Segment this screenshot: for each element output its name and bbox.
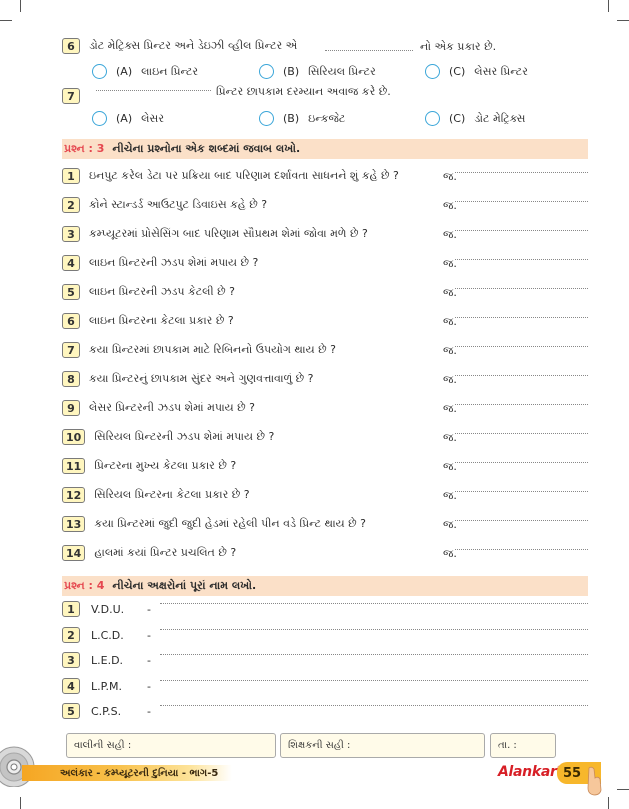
question-row [62,168,399,184]
abbreviation-row [62,601,151,617]
question-text: પ્રિન્ટરના મુખ્ય કેટલા પ્રકાર છે ? [94,459,237,472]
question-number: 9 [62,400,80,416]
answer-prefix: જ. [443,489,457,502]
question-text: લાઇન પ્રિન્ટરની ઝડપ કેટલી છે ? [89,285,235,298]
question-number: 3 [62,226,80,242]
answer-prefix: જ. [443,199,457,212]
dash: - [147,679,151,693]
answer-prefix: જ. [443,547,457,560]
abbreviation-row [62,627,151,643]
radio-circle-icon[interactable] [92,111,107,126]
brand-logo: Alankar [498,764,563,780]
answer-prefix: જ. [443,228,457,241]
question-number: 14 [62,545,85,561]
option-c[interactable]: (C) લેસર પ્રિન્ટર [425,64,528,79]
question-text: લેસર પ્રિન્ટરની ઝડપ શેમાં મપાય છે ? [89,401,256,414]
answer-prefix: જ. [443,460,457,473]
crop-mark [0,20,12,21]
question-text: ઇનપુટ કરેલ ડેટા પર પ્રક્રિયા બાદ પરિણામ દર્શાવતા સાધનને શું કહે છે ? [89,169,399,182]
dash: - [147,704,151,718]
answer-line[interactable] [455,172,588,173]
question-number: 1 [62,168,80,184]
question-number: 2 [62,197,80,213]
question-text: પ્રિન્ટર છાપકામ દરમ્યાન અવાજ કરે છે. [216,85,391,98]
question-text-end: નો એક પ્રકાર છે. [420,40,497,53]
section-title: નીચેના અક્ષરોનાં પૂરાં નામ લખો. [112,579,257,592]
abbreviation: L.E.D. [91,653,124,667]
answer-line[interactable] [455,520,588,521]
crop-mark [20,797,21,809]
question-number: 6 [62,38,80,54]
section-4-header [62,576,588,596]
radio-circle-icon[interactable] [259,111,274,126]
option-c[interactable]: (C) ડોટ મેટ્રિક્સ [425,111,525,126]
question-number: 11 [62,458,85,474]
abbreviation: L.P.M. [91,679,123,693]
abbreviation: V.D.U. [91,602,125,616]
answer-line[interactable] [455,317,588,318]
question-text: કયા પ્રિન્ટરમાં છાપકામ માટે રિબિનનો ઉપયોગ થાય છે ? [89,343,336,356]
answer-prefix: જ. [443,286,457,299]
radio-circle-icon[interactable] [92,64,107,79]
answer-line[interactable] [455,288,588,289]
answer-prefix: જ. [443,315,457,328]
answer-line[interactable] [455,201,588,202]
pointing-hand-icon [586,766,604,796]
question-number: 10 [62,429,85,445]
section-label: પ્રશ્ન : 4 [64,579,105,592]
answer-prefix: જ. [443,518,457,531]
abbreviation-row [62,678,151,694]
answer-line[interactable] [455,491,588,492]
answer-line[interactable] [455,549,588,550]
abbreviation-row [62,652,151,668]
dash: - [147,628,151,642]
question-row [62,284,235,300]
question-row [62,313,234,329]
item-number: 1 [62,601,80,617]
radio-circle-icon[interactable] [259,64,274,79]
dash: - [147,602,151,616]
crop-mark [617,789,629,790]
question-text: કયા પ્રિન્ટરનું છાપકામ સુંદર અને ગુણવત્તાવાળું છે ? [89,372,314,385]
question-row [62,255,258,271]
fill-blank-line[interactable] [96,90,211,91]
answer-line[interactable] [455,346,588,347]
question-text: લાઇન પ્રિન્ટરના કેટલા પ્રકાર છે ? [89,314,234,327]
footer-book-title: અલંકાર - કમ્પ્યૂટરની દુનિયા - ભાગ-5 [22,765,232,781]
radio-circle-icon[interactable] [425,111,440,126]
option-b[interactable]: (B) સિરિયલ પ્રિન્ટર [259,64,376,79]
section-title: નીચેના પ્રશ્નોના એક શબ્દમાં જવાબ લખો. [112,142,301,155]
answer-prefix: જ. [443,373,457,386]
question-row [62,371,314,387]
answer-prefix: જ. [443,344,457,357]
question-row [62,400,255,416]
full-form-line[interactable] [160,603,588,604]
item-number: 4 [62,678,80,694]
answer-line[interactable] [455,433,588,434]
question-text: હાલમાં કયાં પ્રિન્ટર પ્રચલિત છે ? [94,546,237,559]
abbreviation: L.C.D. [91,628,124,642]
option-a[interactable]: (A) લેસર [92,111,164,126]
question-number: 13 [62,516,85,532]
answer-line[interactable] [455,375,588,376]
radio-circle-icon[interactable] [425,64,440,79]
parent-signature-box[interactable]: વાલીની સહી : [66,733,276,758]
question-row [62,197,267,213]
question-row [62,516,366,532]
question-text: કોને સ્ટાન્ડર્ડ આઉટપુટ ડિવાઇસ કહે છે ? [89,198,268,211]
abbreviation: C.P.S. [91,704,122,718]
answer-line[interactable] [455,404,588,405]
crop-mark [608,0,609,12]
question-text: લાઇન પ્રિન્ટરની ઝડપ શેમાં મપાય છે ? [89,256,259,269]
teacher-signature-box[interactable]: શિક્ષકની સહી : [280,733,485,758]
answer-line[interactable] [455,259,588,260]
question-row [62,458,236,474]
question-text: સિરિયલ પ્રિન્ટરની ઝડપ શેમાં મપાય છે ? [94,430,275,443]
crop-mark [20,0,21,12]
crop-mark [617,20,629,21]
crop-mark [608,797,609,809]
question-number: 7 [62,88,80,104]
item-number: 5 [62,703,80,719]
page-number-badge: 55 [557,762,601,784]
abbreviation-row [62,703,151,719]
question-number: 6 [62,313,80,329]
mcq-question-7 [62,88,80,104]
question-number: 7 [62,342,80,358]
answer-prefix: જ. [443,402,457,415]
full-form-line[interactable] [160,629,588,630]
dash: - [147,653,151,667]
question-text: ડોટ મેટ્રિક્સ પ્રિન્ટર અને ડેઇઝી વ્હીલ પ્રિન્ટર એ [89,39,298,52]
item-number: 3 [62,652,80,668]
section-label: પ્રશ્ન : 3 [64,142,105,155]
fill-blank-line[interactable] [325,50,413,51]
question-text: કમ્પ્યૂટરમાં પ્રોસેસિંગ બાદ પરિણામ સૌપ્રથમ શેમાં જોવા મળે છે ? [89,227,368,240]
question-row [62,429,274,445]
question-number: 8 [62,371,80,387]
question-row [62,487,250,503]
answer-line[interactable] [455,230,588,231]
item-number: 2 [62,627,80,643]
option-a[interactable]: (A) લાઇન પ્રિન્ટર [92,64,198,79]
question-text: સિરિયલ પ્રિન્ટરના કેટલા પ્રકાર છે ? [94,488,250,501]
date-box[interactable]: તા. : [490,733,556,758]
question-row [62,342,336,358]
full-form-line[interactable] [160,680,588,681]
question-number: 12 [62,487,85,503]
question-row [62,226,368,242]
question-text: કયા પ્રિન્ટરમાં જુદી જુદી હેડમાં રહેલી પીન વડે પ્રિન્ટ થાય છે ? [94,517,367,530]
full-form-line[interactable] [160,705,588,706]
question-row [62,545,236,561]
answer-prefix: જ. [443,170,457,183]
mcq-question-6 [62,38,297,54]
full-form-line[interactable] [160,654,588,655]
answer-prefix: જ. [443,257,457,270]
option-b[interactable]: (B) ઇન્કજેટ [259,111,345,126]
question-number: 4 [62,255,80,271]
answer-prefix: જ. [443,431,457,444]
section-3-header [62,139,588,159]
answer-line[interactable] [455,462,588,463]
question-number: 5 [62,284,80,300]
